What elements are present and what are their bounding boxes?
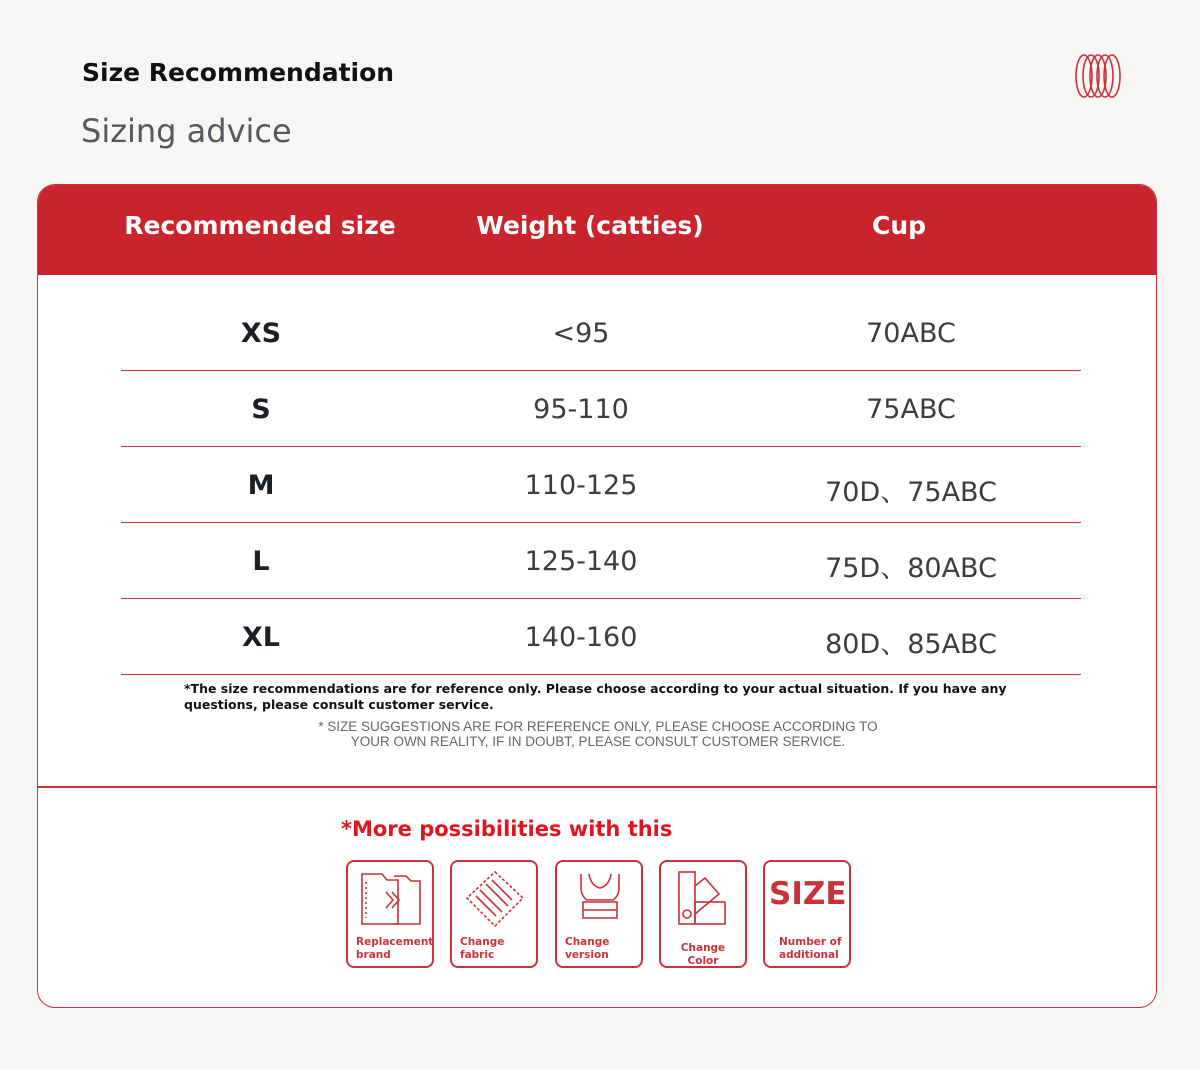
change-version-icon	[565, 868, 635, 930]
table-row	[121, 599, 1081, 675]
cup-cell: 70ABC	[866, 318, 956, 349]
reference-note: *The size recommendations are for reference only. Please choose according to your actual situation. If you have any questions, please consult customer service.	[184, 681, 1007, 712]
table-row	[121, 523, 1081, 599]
cup-cell: 70D、75ABC	[825, 477, 997, 508]
size-cell: M	[247, 470, 275, 501]
size-cell: L	[252, 546, 270, 577]
option-change-color	[659, 860, 747, 968]
page-subtitle: Sizing advice	[81, 112, 292, 150]
weight-cell: 95-110	[533, 394, 629, 425]
option-label-line: additional	[779, 949, 839, 961]
option-label-line: Replacement	[356, 936, 434, 948]
page-title: Size Recommendation	[82, 58, 395, 87]
option-label-line: Change	[460, 936, 505, 948]
option-label	[779, 936, 855, 962]
change-fabric-icon	[460, 868, 530, 930]
cup-cell: 75D、80ABC	[825, 553, 997, 584]
change-color-icon	[669, 868, 739, 930]
weight-cell: <95	[552, 318, 610, 349]
rings-logo-icon	[1074, 52, 1122, 100]
option-change-fabric	[450, 860, 538, 968]
options-row	[346, 860, 866, 972]
size-chart-card	[37, 184, 1157, 1008]
weight-cell: 110-125	[524, 470, 638, 501]
header-size: Recommended size	[124, 211, 396, 240]
cup-cell: 80D、85ABC	[825, 629, 997, 660]
weight-cell: 140-160	[524, 622, 638, 653]
size-icon: SIZE	[769, 876, 847, 912]
table-row	[121, 447, 1081, 523]
option-label	[356, 936, 432, 962]
option-label-line: Change	[565, 936, 610, 948]
table-row	[121, 371, 1081, 447]
reference-note-caps	[198, 719, 998, 749]
size-cell: XL	[241, 622, 281, 653]
size-cell: S	[251, 394, 271, 425]
size-cell: XS	[240, 318, 282, 349]
more-possibilities-heading: *More possibilities with this	[341, 817, 673, 841]
option-label-line: brand	[356, 949, 391, 961]
header-cup: Cup	[871, 211, 927, 240]
cup-cell: 75ABC	[866, 394, 956, 425]
replacement-brand-icon	[356, 868, 426, 930]
header-weight: Weight (catties)	[476, 211, 704, 240]
option-label-line: Number of	[779, 936, 842, 948]
option-label	[565, 936, 641, 962]
table-row	[121, 295, 1081, 371]
option-label: Change Color	[680, 942, 726, 967]
reference-note-line: * SIZE SUGGESTIONS ARE FOR REFERENCE ONLY, PLEASE CHOOSE ACCORDING TO	[318, 719, 878, 734]
option-replacement-brand	[346, 860, 434, 968]
size-table	[121, 295, 1081, 675]
option-size	[763, 860, 851, 968]
option-label-line: fabric	[460, 949, 495, 961]
section-divider	[38, 786, 1156, 788]
option-label-line: version	[565, 949, 609, 961]
reference-note-line: YOUR OWN REALITY, IF IN DOUBT, PLEASE CONSULT CUSTOMER SERVICE.	[350, 734, 846, 749]
weight-cell: 125-140	[524, 546, 638, 577]
option-label	[460, 936, 536, 962]
table-header	[38, 185, 1156, 275]
option-change-version	[555, 860, 643, 968]
